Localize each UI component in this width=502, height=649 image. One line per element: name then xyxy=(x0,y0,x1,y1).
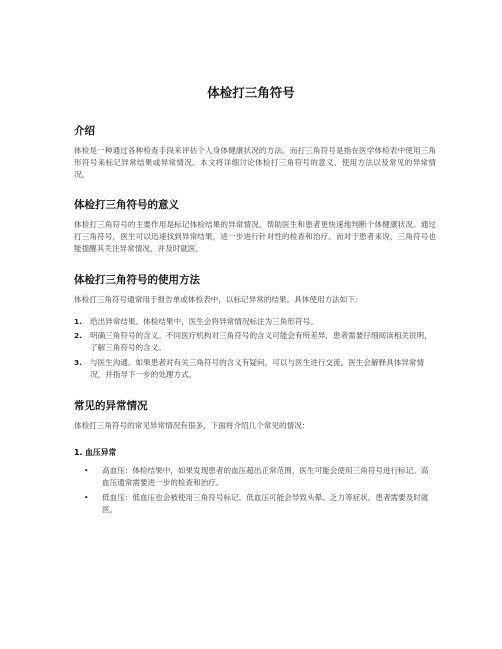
list-item xyxy=(74,316,436,328)
section-meaning xyxy=(74,198,436,254)
bullet-icon: • xyxy=(84,466,89,476)
section-paragraph: 体检是一种通过各种检查手段来评估个人身体健康状况的方法。而打三角符号是指在医学体检表中使用三角形符号来标记异常结果或异常情况。本文将详细讨论体检打三角符号的意义、使用方法以及常见的异常情况。 xyxy=(74,146,436,179)
list-item-text: 明确三角符号的含义。不同医疗机构对三角符号的含义可能会有所差异，患者需要仔细阅读相关说明，了解三角符号的含义。 xyxy=(90,331,432,353)
document-title: 体检打三角符号 xyxy=(207,85,295,100)
section-paragraph: 体检打三角符号的常见异常情况有很多，下面将介绍几个常见的情况： xyxy=(74,420,310,430)
list-item-text: 低血压：低血压也会被使用三角符号标记。低血压可能会导致头晕、乏力等症状，患者需要及时就医。 xyxy=(102,492,429,514)
section-introduction xyxy=(74,124,436,180)
list-item xyxy=(74,357,436,381)
document-body xyxy=(74,124,436,532)
section-heading: 体检打三角符号的意义 xyxy=(74,199,179,212)
section-paragraph: 体检打三角符号通常用于报告单或体检表中，以标记异常的结果。具体使用方法如下： xyxy=(74,294,363,304)
section-paragraph: 体检打三角符号的主要作用是标记体检结果的异常情况，帮助医生和患者更快速地判断个体健康状况。通过打三角符号，医生可以迅速找到异常结果，进一步进行针对性的检查和治疗。而对于患者来说，三角符号也能提醒其关注异常情况，并及时就医。 xyxy=(74,220,436,253)
list-item xyxy=(74,492,436,516)
list-item-text: 高血压：体检结果中，如果发现患者的血压超出正常范围，医生可能会使用三角符号进行标记。高血压通常需要进一步的检查和治疗。 xyxy=(102,466,429,488)
section-heading: 常见的异常情况 xyxy=(74,399,148,412)
section-common-abnormalities xyxy=(74,399,436,516)
bullet-icon: • xyxy=(84,492,89,502)
list-item xyxy=(74,330,436,354)
list-number: 1. xyxy=(74,316,82,326)
section-usage xyxy=(74,273,436,381)
blood-pressure-list xyxy=(74,465,436,515)
subsection-heading: 1. 血压异常 xyxy=(74,448,117,458)
section-heading: 体检打三角符号的使用方法 xyxy=(74,273,200,286)
list-number: 3. xyxy=(74,357,82,367)
list-item xyxy=(74,465,436,489)
section-heading: 介绍 xyxy=(74,125,95,137)
usage-steps-list xyxy=(74,316,436,381)
list-item-text: 给出异常结果。体检结果中，医生会将异常情况标注为三角形符号。 xyxy=(90,316,318,326)
list-item-text: 与医生沟通。如果患者对有关三角符号的含义有疑问，可以与医生进行交流。医生会解释具体异常情况，并指导下一步的处理方式。 xyxy=(90,357,425,379)
list-number: 2. xyxy=(74,331,82,341)
